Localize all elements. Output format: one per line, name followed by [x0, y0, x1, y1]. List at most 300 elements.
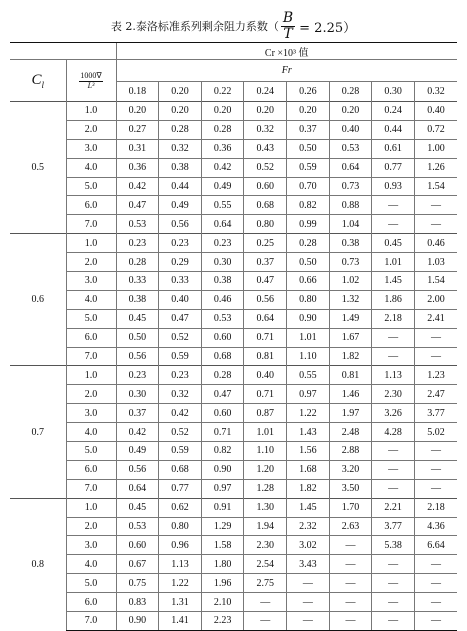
volume-ratio-cell: 7.0 — [66, 612, 116, 631]
cr-value-cell: 0.47 — [244, 272, 287, 291]
cr-value-cell: 0.56 — [116, 460, 159, 479]
cr-value-cell: — — [329, 555, 372, 574]
cr-value-cell: 0.60 — [244, 177, 287, 196]
cr-value-cell: 0.80 — [159, 517, 202, 536]
cr-value-cell: 0.40 — [414, 102, 457, 121]
cr-value-cell: — — [329, 612, 372, 631]
cr-value-cell: 2.18 — [372, 309, 415, 328]
cr-value-cell: 2.30 — [372, 385, 415, 404]
cr-value-cell: 0.32 — [159, 385, 202, 404]
cr-value-cell: 2.41 — [414, 309, 457, 328]
cr-value-cell: 1.68 — [287, 460, 330, 479]
cr-value-cell: 0.31 — [116, 139, 159, 158]
cr-value-cell: 1.80 — [201, 555, 244, 574]
fr-value-header: 0.26 — [287, 82, 330, 102]
cr-value-cell: 1.01 — [372, 253, 415, 272]
cr-value-cell: 1.54 — [414, 272, 457, 291]
cr-value-cell: 0.42 — [116, 177, 159, 196]
cr-value-cell: 1.30 — [244, 498, 287, 517]
cr-value-cell: — — [287, 574, 330, 593]
cr-value-cell: 1.31 — [159, 593, 202, 612]
cr-value-cell: 0.32 — [244, 120, 287, 139]
cr-value-cell: — — [329, 536, 372, 555]
table-row — [10, 196, 457, 215]
cr-value-cell: 2.00 — [414, 290, 457, 309]
cr-value-cell: 3.26 — [372, 404, 415, 423]
cr-value-cell: 0.43 — [244, 139, 287, 158]
cr-value-cell: 0.73 — [329, 253, 372, 272]
cr-value-cell: 1.22 — [287, 404, 330, 423]
cr-value-cell: 0.64 — [201, 215, 244, 234]
cr-value-cell: 0.46 — [201, 290, 244, 309]
cr-value-cell: 0.45 — [372, 234, 415, 253]
cr-value-cell: 1.20 — [244, 460, 287, 479]
cr-value-cell: 0.36 — [201, 139, 244, 158]
fr-value-header: 0.18 — [116, 82, 159, 102]
cr-value-cell: 3.20 — [329, 460, 372, 479]
cr-value-cell: 0.59 — [287, 158, 330, 177]
cr-value-cell: 0.49 — [116, 442, 159, 461]
cr-value-cell: 0.50 — [116, 328, 159, 347]
cr-value-cell: 0.20 — [159, 102, 202, 121]
cr-value-cell: 0.75 — [116, 574, 159, 593]
cr-value-cell: 1.22 — [159, 574, 202, 593]
cr-value-cell: — — [414, 442, 457, 461]
volume-ratio-cell: 5.0 — [66, 309, 116, 328]
cr-value-cell: 1.82 — [287, 479, 330, 498]
cr-value-cell: 0.87 — [244, 404, 287, 423]
title-text: 表 2.泰洛标准系列剩余阻力系数（ — [110, 20, 279, 33]
cr-value-cell: 0.33 — [159, 272, 202, 291]
cr-value-cell: — — [372, 479, 415, 498]
cr-value-cell: 1.01 — [287, 328, 330, 347]
cr-value-cell: 0.37 — [116, 404, 159, 423]
cr-value-cell: — — [287, 612, 330, 631]
volume-ratio-cell: 7.0 — [66, 215, 116, 234]
cl-group-label: 0.8 — [10, 498, 66, 630]
table-row — [10, 612, 457, 631]
cr-value-cell: 0.47 — [159, 309, 202, 328]
volume-ratio-cell: 1.0 — [66, 234, 116, 253]
fr-value-header: 0.28 — [329, 82, 372, 102]
fr-value-header: 0.32 — [414, 82, 457, 102]
cr-value-cell: 0.60 — [201, 404, 244, 423]
cr-value-cell: 0.38 — [116, 290, 159, 309]
cr-value-cell: 0.44 — [372, 120, 415, 139]
cr-value-cell: 0.45 — [116, 498, 159, 517]
table-row — [10, 253, 457, 272]
volume-ratio-cell: 4.0 — [66, 423, 116, 442]
table-row — [10, 517, 457, 536]
cr-value-cell: 1.94 — [244, 517, 287, 536]
cr-value-cell: 0.40 — [244, 366, 287, 385]
cr-value-cell: 0.42 — [159, 404, 202, 423]
cr-value-cell: 0.70 — [287, 177, 330, 196]
volume-ratio-cell: 1.0 — [66, 102, 116, 121]
cr-value-cell: 0.20 — [329, 102, 372, 121]
cr-value-cell: — — [244, 593, 287, 612]
cr-value-cell: — — [372, 460, 415, 479]
cr-value-cell: 5.02 — [414, 423, 457, 442]
cr-value-cell: 0.23 — [116, 366, 159, 385]
cr-value-cell: 0.47 — [201, 385, 244, 404]
cr-value-cell: 1.43 — [287, 423, 330, 442]
cr-value-cell: 0.64 — [244, 309, 287, 328]
cr-value-cell: 0.66 — [287, 272, 330, 291]
cr-value-cell: 1.97 — [329, 404, 372, 423]
cr-value-cell: — — [372, 574, 415, 593]
cr-value-cell: 0.42 — [201, 158, 244, 177]
cr-value-cell: 0.83 — [116, 593, 159, 612]
cr-value-cell: 0.29 — [159, 253, 202, 272]
cr-value-cell: 1.56 — [287, 442, 330, 461]
table-row — [10, 460, 457, 479]
cr-value-cell: 0.81 — [329, 366, 372, 385]
header-empty-corner — [10, 43, 116, 60]
cr-value-cell: 0.64 — [329, 158, 372, 177]
title-ratio-numerator: B — [282, 9, 294, 26]
table-row — [10, 593, 457, 612]
table-row — [10, 177, 457, 196]
cr-value-cell: 0.47 — [116, 196, 159, 215]
cr-value-cell: 0.61 — [372, 139, 415, 158]
cr-value-cell: — — [372, 196, 415, 215]
header-row-span — [10, 43, 457, 60]
cr-value-cell: — — [414, 196, 457, 215]
table-row — [10, 479, 457, 498]
cr-value-cell: 3.02 — [287, 536, 330, 555]
cr-value-cell: 0.52 — [244, 158, 287, 177]
cr-value-cell: 0.28 — [201, 120, 244, 139]
cr-value-cell: 0.56 — [116, 347, 159, 366]
cr-value-cell: 0.37 — [287, 120, 330, 139]
cr-value-cell: 0.42 — [116, 423, 159, 442]
cr-value-cell: 2.63 — [329, 517, 372, 536]
cr-value-cell: 0.38 — [159, 158, 202, 177]
volume-ratio-cell: 2.0 — [66, 385, 116, 404]
cr-value-cell: 0.28 — [116, 253, 159, 272]
table-row — [10, 215, 457, 234]
cr-value-cell: 0.90 — [287, 309, 330, 328]
cr-value-cell: 0.93 — [372, 177, 415, 196]
cr-value-cell: 2.21 — [372, 498, 415, 517]
table-row — [10, 290, 457, 309]
table-row — [10, 139, 457, 158]
table-row — [10, 423, 457, 442]
cr-value-cell: 0.90 — [116, 612, 159, 631]
cr-value-cell: 0.64 — [116, 479, 159, 498]
cr-value-cell: 2.18 — [414, 498, 457, 517]
cr-value-cell: 0.59 — [159, 442, 202, 461]
cr-value-cell: 0.53 — [116, 517, 159, 536]
cr-value-cell: 0.80 — [287, 290, 330, 309]
table-row — [10, 272, 457, 291]
volume-ratio-cell: 5.0 — [66, 574, 116, 593]
cr-value-cell: — — [244, 612, 287, 631]
cr-value-cell: 0.28 — [159, 120, 202, 139]
cr-value-cell: 1.13 — [372, 366, 415, 385]
cr-value-cell: 2.48 — [329, 423, 372, 442]
cr-value-cell: — — [414, 555, 457, 574]
header-cr-span: Cr ×10³ 值 — [116, 43, 457, 60]
cr-value-cell: 1.49 — [329, 309, 372, 328]
cr-value-cell: — — [414, 215, 457, 234]
cr-value-cell: 0.55 — [287, 366, 330, 385]
cr-value-cell: 2.32 — [287, 517, 330, 536]
cr-value-cell: 0.60 — [201, 328, 244, 347]
cr-value-cell: 1.58 — [201, 536, 244, 555]
cr-value-cell: 0.49 — [201, 177, 244, 196]
cr-value-cell: 1.32 — [329, 290, 372, 309]
table-row — [10, 574, 457, 593]
cr-value-cell: — — [372, 555, 415, 574]
cr-value-cell: 0.44 — [159, 177, 202, 196]
cr-value-cell: 0.68 — [201, 347, 244, 366]
title-ratio-denominator: T — [283, 25, 293, 42]
cr-value-cell: 0.56 — [244, 290, 287, 309]
cr-value-cell: 0.20 — [244, 102, 287, 121]
cr-value-cell: 1.45 — [372, 272, 415, 291]
cr-value-cell: 0.68 — [244, 196, 287, 215]
cr-value-cell: 0.77 — [159, 479, 202, 498]
cr-value-cell: 0.20 — [116, 102, 159, 121]
cr-value-cell: 0.55 — [201, 196, 244, 215]
cr-value-cell: 6.64 — [414, 536, 457, 555]
cr-value-cell: — — [372, 593, 415, 612]
title-ratio-value: = 2.25） — [299, 20, 357, 36]
volume-ratio-cell: 6.0 — [66, 593, 116, 612]
cr-value-cell: 0.82 — [287, 196, 330, 215]
cr-value-cell: 1.82 — [329, 347, 372, 366]
cr-value-cell: 0.52 — [159, 423, 202, 442]
cr-value-cell: 0.67 — [116, 555, 159, 574]
cr-value-cell: 0.28 — [287, 234, 330, 253]
cr-value-cell: — — [414, 328, 457, 347]
cr-value-cell: 0.52 — [159, 328, 202, 347]
cr-value-cell: 1.67 — [329, 328, 372, 347]
cr-value-cell: 3.77 — [414, 404, 457, 423]
cr-value-cell: 0.71 — [201, 423, 244, 442]
cr-value-cell: 0.38 — [201, 272, 244, 291]
cr-value-cell: 0.77 — [372, 158, 415, 177]
cr-value-cell: 2.23 — [201, 612, 244, 631]
cl-group-label: 0.6 — [10, 234, 66, 366]
cr-value-cell: 0.59 — [159, 347, 202, 366]
cr-value-cell: — — [372, 612, 415, 631]
cr-value-cell: 0.49 — [159, 196, 202, 215]
cr-value-cell: 0.68 — [159, 460, 202, 479]
cr-value-cell: — — [372, 215, 415, 234]
cr-value-cell: 0.72 — [414, 120, 457, 139]
cr-value-cell: 0.25 — [244, 234, 287, 253]
cr-value-cell: 1.29 — [201, 517, 244, 536]
cr-value-cell: 3.43 — [287, 555, 330, 574]
title-ratio-fraction — [281, 11, 295, 41]
cr-value-cell: 1.96 — [201, 574, 244, 593]
fr-value-header: 0.24 — [244, 82, 287, 102]
cr-value-cell: 1.54 — [414, 177, 457, 196]
cl-group-label: 0.5 — [10, 102, 66, 234]
cr-value-cell: 3.50 — [329, 479, 372, 498]
cr-value-cell: — — [372, 442, 415, 461]
cr-value-cell: — — [414, 593, 457, 612]
cl-group-label: 0.7 — [10, 366, 66, 498]
cr-value-cell: 1.41 — [159, 612, 202, 631]
cr-value-cell: 0.23 — [116, 234, 159, 253]
volume-ratio-cell: 2.0 — [66, 253, 116, 272]
cr-value-cell: 0.40 — [159, 290, 202, 309]
cr-value-cell: 1.02 — [329, 272, 372, 291]
cr-value-cell: 0.82 — [201, 442, 244, 461]
table-row — [10, 102, 457, 121]
header-fr: Fr — [116, 60, 457, 82]
table-row — [10, 120, 457, 139]
cr-value-cell: 0.46 — [414, 234, 457, 253]
header-volume-ratio — [66, 60, 116, 102]
fr-value-header: 0.30 — [372, 82, 415, 102]
volume-ratio-cell: 1.0 — [66, 366, 116, 385]
volume-ratio-cell: 5.0 — [66, 442, 116, 461]
cr-value-cell: 1.26 — [414, 158, 457, 177]
cr-value-cell: 0.30 — [116, 385, 159, 404]
cr-value-cell: 2.10 — [201, 593, 244, 612]
cr-value-cell: 0.50 — [287, 253, 330, 272]
cr-value-cell: 2.54 — [244, 555, 287, 574]
cr-value-cell: 0.38 — [329, 234, 372, 253]
cr-value-cell: 0.97 — [287, 385, 330, 404]
cr-value-cell: 0.99 — [287, 215, 330, 234]
cr-value-cell: 0.50 — [287, 139, 330, 158]
volume-ratio-cell: 3.0 — [66, 404, 116, 423]
table-body — [10, 102, 457, 631]
cr-value-cell: 0.40 — [329, 120, 372, 139]
cr-value-cell: 0.56 — [159, 215, 202, 234]
cr-value-cell: 0.96 — [159, 536, 202, 555]
cr-value-cell: 0.20 — [287, 102, 330, 121]
cr-value-cell: 0.53 — [201, 309, 244, 328]
cr-value-cell: 2.30 — [244, 536, 287, 555]
fr-value-header: 0.22 — [201, 82, 244, 102]
table-row — [10, 347, 457, 366]
volume-ratio-cell: 6.0 — [66, 328, 116, 347]
volume-ratio-cell: 7.0 — [66, 347, 116, 366]
table-row — [10, 366, 457, 385]
cr-value-cell: — — [414, 574, 457, 593]
cr-value-cell: 0.60 — [116, 536, 159, 555]
cr-value-cell: 0.20 — [201, 102, 244, 121]
cr-value-cell: 0.45 — [116, 309, 159, 328]
volume-ratio-cell: 2.0 — [66, 517, 116, 536]
ratio-numerator: 1000∇ — [80, 71, 102, 81]
table-row — [10, 385, 457, 404]
cr-value-cell: — — [329, 593, 372, 612]
cr-value-cell: 0.91 — [201, 498, 244, 517]
table-row — [10, 555, 457, 574]
cr-value-cell: 0.33 — [116, 272, 159, 291]
cr-value-cell: — — [414, 347, 457, 366]
cr-value-cell: 1.70 — [329, 498, 372, 517]
volume-ratio-cell: 2.0 — [66, 120, 116, 139]
cr-value-cell: 0.81 — [244, 347, 287, 366]
cr-value-cell: 2.47 — [414, 385, 457, 404]
cr-value-cell: 0.71 — [244, 328, 287, 347]
fr-value-header: 0.20 — [159, 82, 202, 102]
cr-value-cell: 0.24 — [372, 102, 415, 121]
table-row — [10, 404, 457, 423]
cr-value-cell: 0.53 — [116, 215, 159, 234]
cr-value-cell: 1.01 — [244, 423, 287, 442]
cr-value-cell: — — [414, 612, 457, 631]
cr-value-cell: 0.23 — [159, 234, 202, 253]
cr-value-cell: 1.10 — [244, 442, 287, 461]
table-row — [10, 442, 457, 461]
volume-ratio-cell: 7.0 — [66, 479, 116, 498]
cr-value-cell: 0.23 — [201, 234, 244, 253]
header-row-labels — [10, 60, 457, 82]
cr-value-cell: 2.75 — [244, 574, 287, 593]
cr-value-cell: — — [329, 574, 372, 593]
volume-ratio-cell: 3.0 — [66, 139, 116, 158]
cr-value-cell: 1.46 — [329, 385, 372, 404]
cr-value-cell: 1.28 — [244, 479, 287, 498]
volume-ratio-cell: 4.0 — [66, 290, 116, 309]
table-row — [10, 158, 457, 177]
table-row — [10, 309, 457, 328]
cr-value-cell: 3.77 — [372, 517, 415, 536]
cr-value-cell: 1.13 — [159, 555, 202, 574]
cr-value-cell: 1.10 — [287, 347, 330, 366]
cr-value-cell: 0.30 — [201, 253, 244, 272]
cr-value-cell: 0.90 — [201, 460, 244, 479]
volume-ratio-cell: 6.0 — [66, 196, 116, 215]
volume-ratio-cell: 4.0 — [66, 158, 116, 177]
cr-value-cell: 0.36 — [116, 158, 159, 177]
cr-value-cell: — — [372, 347, 415, 366]
volume-ratio-cell: 4.0 — [66, 555, 116, 574]
cr-value-cell: 0.80 — [244, 215, 287, 234]
cr-value-cell: 0.23 — [159, 366, 202, 385]
volume-ratio-cell: 5.0 — [66, 177, 116, 196]
ratio-denominator: L³ — [87, 81, 95, 90]
cr-value-cell: 0.71 — [244, 385, 287, 404]
cr-value-cell: 0.37 — [244, 253, 287, 272]
cr-value-cell: — — [414, 460, 457, 479]
cr-value-cell: 4.36 — [414, 517, 457, 536]
volume-ratio-cell: 6.0 — [66, 460, 116, 479]
cr-value-cell: 0.62 — [159, 498, 202, 517]
cr-value-cell: 2.88 — [329, 442, 372, 461]
cr-value-cell: 5.38 — [372, 536, 415, 555]
cr-value-cell: 1.23 — [414, 366, 457, 385]
cr-value-cell: — — [372, 328, 415, 347]
cr-value-cell: 1.04 — [329, 215, 372, 234]
cr-value-cell: 4.28 — [372, 423, 415, 442]
resistance-coefficient-table — [10, 42, 457, 631]
header-cl: $C_l$ — [10, 60, 66, 102]
cr-value-cell: — — [414, 479, 457, 498]
cr-value-cell: 1.45 — [287, 498, 330, 517]
cr-value-cell: 0.97 — [201, 479, 244, 498]
cr-value-cell: 1.00 — [414, 139, 457, 158]
volume-ratio-cell: 1.0 — [66, 498, 116, 517]
table-row — [10, 498, 457, 517]
cr-value-cell: — — [287, 593, 330, 612]
cr-value-cell: 0.73 — [329, 177, 372, 196]
cr-value-cell: 0.88 — [329, 196, 372, 215]
table-row — [10, 536, 457, 555]
cr-value-cell: 0.32 — [159, 139, 202, 158]
cr-value-cell: 0.53 — [329, 139, 372, 158]
